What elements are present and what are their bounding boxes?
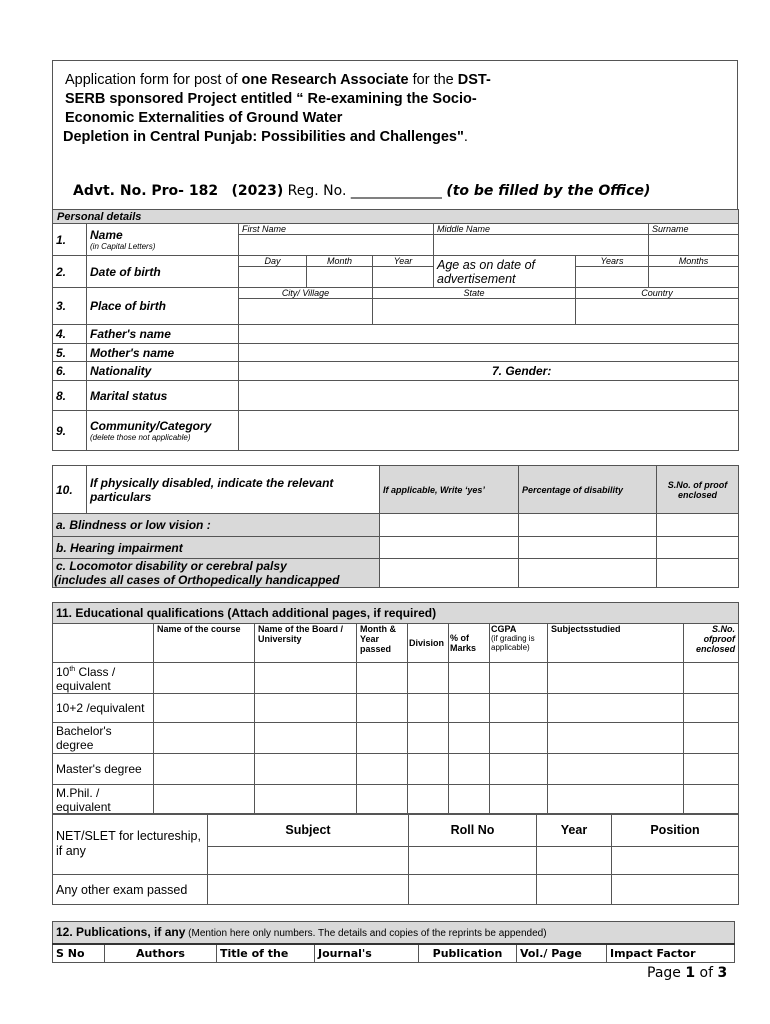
- row-num-8: 8.: [53, 381, 87, 411]
- age-months-field[interactable]: [649, 267, 739, 288]
- edu-cell[interactable]: [684, 723, 739, 754]
- mother-field[interactable]: [239, 344, 739, 362]
- disabled-percentage-header: Percentage of disability: [519, 466, 657, 514]
- row-num-2: 2.: [53, 256, 87, 288]
- edu-corner-cell: [53, 624, 154, 663]
- edu-col-board: Name of the Board / University: [255, 624, 357, 663]
- net-roll-field[interactable]: [409, 847, 537, 875]
- row-num-5: 5.: [53, 344, 87, 362]
- edu-cell[interactable]: [255, 754, 357, 785]
- personal-details-title: Personal details: [53, 210, 739, 224]
- dob-year-label: Year: [373, 256, 434, 267]
- edu-cell[interactable]: [255, 694, 357, 723]
- middle-name-field[interactable]: [434, 235, 649, 256]
- edu-cell[interactable]: [408, 723, 449, 754]
- publications-table: [52, 921, 735, 963]
- title-line-1: Application form for post of one Research Associate for the DST-: [65, 72, 491, 88]
- locomotor-percentage[interactable]: [519, 559, 657, 588]
- row-num-4: 4.: [53, 325, 87, 344]
- edu-cell[interactable]: [154, 694, 255, 723]
- net-col-position: Position: [612, 814, 739, 847]
- edu-row: [53, 754, 739, 785]
- pub-col-vol-page: Vol./ Page: [517, 944, 607, 963]
- pub-col-authors: Authors: [105, 944, 217, 963]
- education-title: 11. Educational qualifications (Attach additional pages, if required): [53, 603, 739, 624]
- edu-cell[interactable]: [154, 723, 255, 754]
- edu-col-month-year: Month & Year passed: [357, 624, 408, 663]
- edu-cell[interactable]: [408, 694, 449, 723]
- edu-cell[interactable]: [684, 785, 739, 815]
- edu-cell[interactable]: [408, 754, 449, 785]
- country-field[interactable]: [576, 299, 739, 325]
- edu-cell[interactable]: [548, 694, 684, 723]
- net-slet-label: NET/SLET for lectureship, if any: [53, 814, 208, 875]
- blindness-applicable[interactable]: [380, 514, 519, 537]
- edu-cell[interactable]: [490, 663, 548, 694]
- edu-row-label-bachelor: Bachelor's degree: [53, 723, 154, 754]
- row-num-9: 9.: [53, 411, 87, 451]
- edu-row-label-10th: 10th Class / equivalent: [53, 663, 154, 694]
- edu-cell[interactable]: [357, 754, 408, 785]
- state-field[interactable]: [373, 299, 576, 325]
- edu-cell[interactable]: [408, 663, 449, 694]
- age-years-field[interactable]: [576, 267, 649, 288]
- edu-cell[interactable]: [357, 663, 408, 694]
- edu-cell[interactable]: [449, 723, 490, 754]
- edu-row: [53, 785, 739, 815]
- edu-cell[interactable]: [255, 723, 357, 754]
- edu-row-label-master: Master's degree: [53, 754, 154, 785]
- row-num-6: 6.: [53, 362, 87, 381]
- name-label-cell: Name (in Capital Letters): [87, 224, 239, 256]
- other-exam-field[interactable]: [208, 875, 409, 905]
- edu-col-cgpa: CGPA (if grading is applicable): [490, 624, 548, 663]
- first-name-field[interactable]: [239, 235, 434, 256]
- edu-col-subjects: Subjectsstudied: [548, 624, 684, 663]
- hearing-label: b. Hearing impairment: [53, 537, 380, 559]
- hearing-proof[interactable]: [657, 537, 739, 559]
- edu-cell[interactable]: [490, 754, 548, 785]
- gender-label: 7. Gender:: [492, 364, 552, 378]
- disability-table: [52, 465, 739, 588]
- edu-cell[interactable]: [255, 663, 357, 694]
- hearing-percentage[interactable]: [519, 537, 657, 559]
- row-num-10: 10.: [53, 466, 87, 514]
- nationality-field[interactable]: [239, 362, 739, 381]
- edu-cell[interactable]: [490, 694, 548, 723]
- personal-details-table: [52, 209, 739, 451]
- country-label: Country: [576, 288, 739, 299]
- disabled-proof-header: S.No. of proof enclosed: [657, 466, 739, 514]
- marital-label: Marital status: [87, 381, 239, 411]
- community-field[interactable]: [239, 411, 739, 451]
- city-label: City/ Village: [239, 288, 373, 299]
- other-exam-field[interactable]: [612, 875, 739, 905]
- locomotor-proof[interactable]: [657, 559, 739, 588]
- disabled-applicable-header: If applicable, Write ‘yes’: [380, 466, 519, 514]
- edu-col-proof: S.No. ofproof enclosed: [684, 624, 739, 663]
- edu-cell[interactable]: [357, 785, 408, 815]
- title-line-2: SERB sponsored Project entitled “ Re-examining the Socio-: [65, 91, 477, 107]
- edu-cell[interactable]: [408, 785, 449, 815]
- edu-cell[interactable]: [255, 785, 357, 815]
- age-years-label: Years: [576, 256, 649, 267]
- edu-cell[interactable]: [154, 754, 255, 785]
- surname-field[interactable]: [649, 235, 739, 256]
- edu-cell[interactable]: [154, 785, 255, 815]
- blindness-label: a. Blindness or low vision :: [53, 514, 380, 537]
- state-label: State: [373, 288, 576, 299]
- net-subject-field[interactable]: [208, 847, 409, 875]
- title-line-3: Economic Externalities of Ground Water: [65, 110, 343, 126]
- pub-col-sno: S No: [53, 944, 105, 963]
- dob-label: Date of birth: [87, 256, 239, 288]
- advt-line: Advt. No. Pro- 182 (2023) Reg. No. _____________ (to be filled by the Office): [73, 183, 651, 199]
- blindness-percentage[interactable]: [519, 514, 657, 537]
- edu-cell[interactable]: [357, 694, 408, 723]
- row-num-1: 1.: [53, 224, 87, 256]
- edu-cell[interactable]: [548, 663, 684, 694]
- edu-cell[interactable]: [548, 723, 684, 754]
- edu-cell[interactable]: [449, 785, 490, 815]
- edu-cell[interactable]: [449, 754, 490, 785]
- dob-day-field[interactable]: [239, 267, 307, 288]
- publications-title-cell: 12. Publications, if any (Mention here only numbers. The details and copies of the reprints be appended): [53, 922, 735, 944]
- edu-cell[interactable]: [548, 785, 684, 815]
- hearing-applicable[interactable]: [380, 537, 519, 559]
- edu-row-label-mphil: M.Phil. / equivalent: [53, 785, 154, 815]
- first-name-label: First Name: [239, 224, 434, 235]
- other-exam-label: Any other exam passed: [53, 875, 208, 905]
- edu-row: [53, 694, 739, 723]
- net-col-subject: Subject: [208, 814, 409, 847]
- net-year-field[interactable]: [537, 847, 612, 875]
- edu-cell[interactable]: [357, 723, 408, 754]
- edu-cell[interactable]: [490, 785, 548, 815]
- mother-label: Mother's name: [87, 344, 239, 362]
- net-col-year: Year: [537, 814, 612, 847]
- net-col-roll: Roll No: [409, 814, 537, 847]
- dob-day-label: Day: [239, 256, 307, 267]
- edu-row: [53, 723, 739, 754]
- dob-year-field[interactable]: [373, 267, 434, 288]
- edu-cell[interactable]: [449, 694, 490, 723]
- age-months-label: Months: [649, 256, 739, 267]
- edu-row-label-12th: 10+2 /equivalent: [53, 694, 154, 723]
- pub-col-impact-factor: Impact Factor: [607, 944, 735, 963]
- surname-label: Surname: [649, 224, 739, 235]
- title-line-4: Depletion in Central Punjab: Possibilities and Challenges".: [63, 129, 468, 145]
- edu-row: [53, 663, 739, 694]
- edu-col-division: Division: [408, 624, 449, 663]
- edu-cell[interactable]: [684, 663, 739, 694]
- locomotor-label: c. Locomotor disability or cerebral palsy (includes all cases of Orthopedically handicapped: [53, 559, 380, 588]
- disabled-label: If physically disabled, indicate the relevant particulars: [87, 466, 380, 514]
- pub-col-title: Title of the: [217, 944, 315, 963]
- pub-col-journal: Journal's: [315, 944, 419, 963]
- locomotor-applicable[interactable]: [380, 559, 519, 588]
- marital-field[interactable]: [239, 381, 739, 411]
- father-label: Father's name: [87, 325, 239, 344]
- pub-col-publication: Publication: [419, 944, 517, 963]
- edu-col-marks: % of Marks: [449, 624, 490, 663]
- net-position-field[interactable]: [612, 847, 739, 875]
- blindness-proof[interactable]: [657, 514, 739, 537]
- edu-cell[interactable]: [154, 663, 255, 694]
- page-number: Page 1 of 3: [647, 965, 728, 981]
- net-slet-table: [52, 813, 739, 905]
- dob-month-field[interactable]: [307, 267, 373, 288]
- other-exam-field[interactable]: [409, 875, 537, 905]
- dob-month-label: Month: [307, 256, 373, 267]
- nationality-label: Nationality: [87, 362, 239, 381]
- edu-cell[interactable]: [490, 723, 548, 754]
- edu-cell[interactable]: [449, 663, 490, 694]
- father-field[interactable]: [239, 325, 739, 344]
- place-label: Place of birth: [87, 288, 239, 325]
- edu-col-course: Name of the course: [154, 624, 255, 663]
- row-num-3: 3.: [53, 288, 87, 325]
- community-label-cell: Community/Category (delete those not applicable): [87, 411, 239, 451]
- education-table: [52, 602, 739, 815]
- header-box: [52, 60, 738, 210]
- middle-name-label: Middle Name: [434, 224, 649, 235]
- edu-cell[interactable]: [684, 694, 739, 723]
- city-field[interactable]: [239, 299, 373, 325]
- age-label: Age as on date of advertisement: [434, 256, 576, 288]
- edu-cell[interactable]: [548, 754, 684, 785]
- edu-cell[interactable]: [684, 754, 739, 785]
- other-exam-field[interactable]: [537, 875, 612, 905]
